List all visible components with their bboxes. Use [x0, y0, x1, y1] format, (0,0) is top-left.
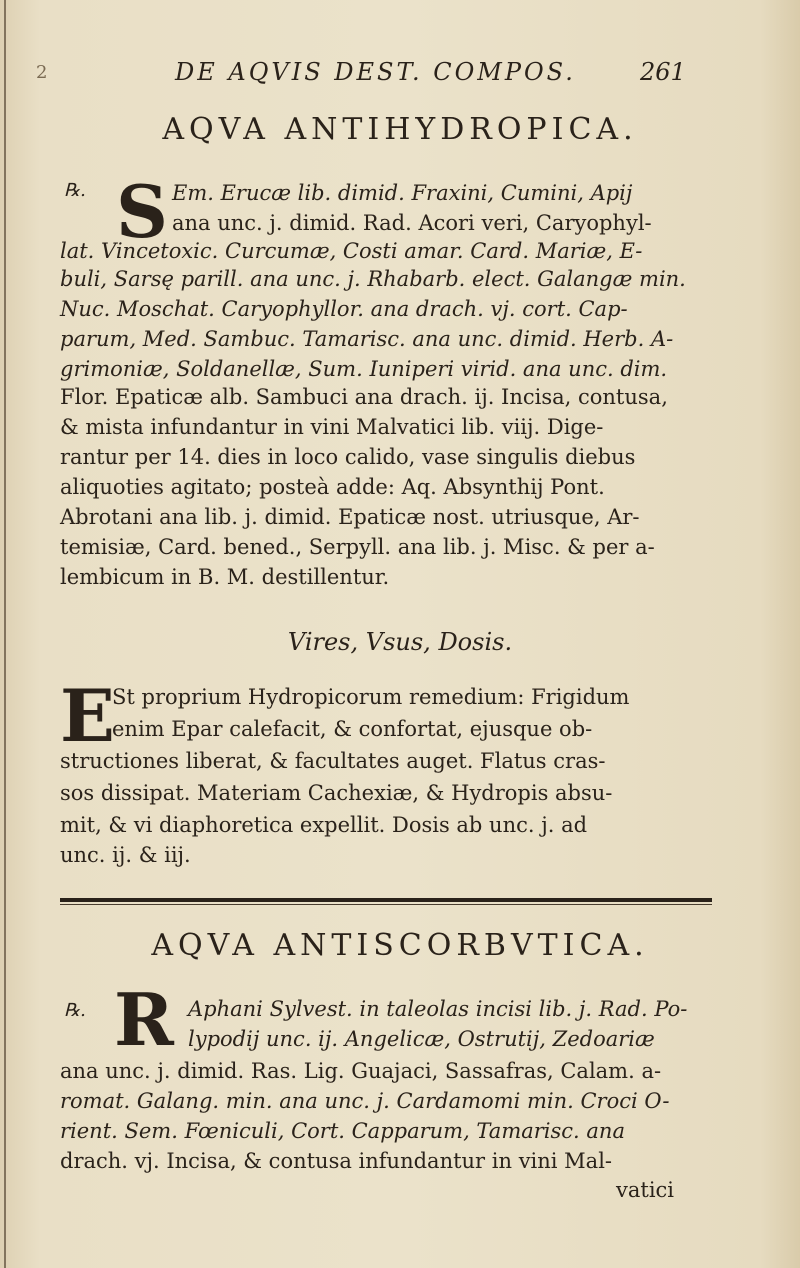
text-line: sos dissipat. Materiam Cachexiæ, & Hydropis absu-: [60, 781, 613, 805]
drop-cap-r: R: [114, 977, 174, 1062]
text-line: & mista infundantur in vini Malvatici lib. viij. Dige-: [60, 415, 604, 439]
section-divider: [60, 898, 712, 902]
text-line: mit, & vi diaphoretica expellit. Dosis ab unc. j. ad: [60, 813, 588, 837]
text-line: lat. Vincetoxic. Curcumæ, Costi amar. Card. Mariæ, E-: [60, 239, 643, 263]
text-line: parum, Med. Sambuc. Tamarisc. ana unc. dimid. Herb. A-: [60, 327, 674, 351]
catchword: vatici: [616, 1178, 675, 1202]
text-line: lembicum in B. M. destillentur.: [60, 565, 390, 589]
recipe-symbol: ℞.: [64, 180, 86, 201]
page-header: [0, 58, 800, 94]
text-line: ana unc. j. dimid. Rad. Acori veri, Caryophyl-: [172, 211, 652, 235]
text-line: rantur per 14. dies in loco calido, vase singulis diebus: [60, 445, 636, 469]
text-line: Nuc. Moschat. Caryophyllor. ana drach. vj. cort. Cap-: [60, 297, 628, 321]
text-line: rient. Sem. Fœniculi, Cort. Capparum, Tamarisc. ana: [60, 1119, 625, 1143]
text-line: structiones liberat, & facultates auget. Flatus cras-: [60, 749, 606, 773]
text-line: drach. vj. Incisa, & contusa infundantur in vini Mal-: [60, 1149, 613, 1173]
page-number: 261: [640, 58, 686, 86]
text-line: romat. Galang. min. ana unc. j. Cardamomi min. Croci O-: [60, 1089, 670, 1113]
text-line: St proprium Hydropicorum remedium: Frigidum: [112, 685, 630, 709]
text-line: buli, Sarsę parill. ana unc. j. Rhabarb. elect. Galangæ min.: [60, 267, 686, 291]
text-line: grimoniæ, Soldanellæ, Sum. Iuniperi virid. ana unc. dim.: [60, 357, 668, 381]
text-line: Aphani Sylvest. in taleolas incisi lib. j. Rad. Po-: [188, 997, 688, 1021]
text-line: Abrotani ana lib. j. dimid. Epaticæ nost. utriusque, Ar-: [60, 505, 640, 529]
running-head: DE AQVIS DEST. COMPOS.: [175, 58, 576, 86]
section-divider-thin: [60, 904, 712, 905]
text-line: unc. ij. & iij.: [60, 843, 191, 867]
text-line: enim Epar calefacit, & confortat, ejusque ob-: [112, 717, 593, 741]
drop-cap-s: S: [116, 169, 168, 254]
text-line: temisiæ, Card. bened., Serpyll. ana lib. j. Misc. & per a-: [60, 535, 655, 559]
recipe-symbol: ℞.: [64, 1000, 86, 1021]
text-line: ana unc. j. dimid. Ras. Lig. Guajaci, Sassafras, Calam. a-: [60, 1059, 662, 1083]
margin-mark: 2: [36, 62, 48, 83]
drop-cap-e: E: [60, 673, 115, 758]
text-line: Flor. Epaticæ alb. Sambuci ana drach. ij. Incisa, contusa,: [60, 385, 668, 409]
text-line: lypodij unc. ij. Angelicæ, Ostrutij, Zedoariæ: [188, 1027, 655, 1051]
subheading-vires-usus-dosis: Vires, Vsus, Dosis.: [287, 628, 513, 656]
text-line: aliquoties agitato; posteà adde: Aq. Absynthij Pont.: [60, 475, 605, 499]
section-title-antihydropica: AQVA ANTIHYDROPICA.: [162, 112, 638, 147]
section-title-antiscorbutica: AQVA ANTISCORBVTICA.: [151, 928, 649, 963]
text-line: Em. Erucæ lib. dimid. Fraxini, Cumini, Apij: [172, 181, 633, 205]
